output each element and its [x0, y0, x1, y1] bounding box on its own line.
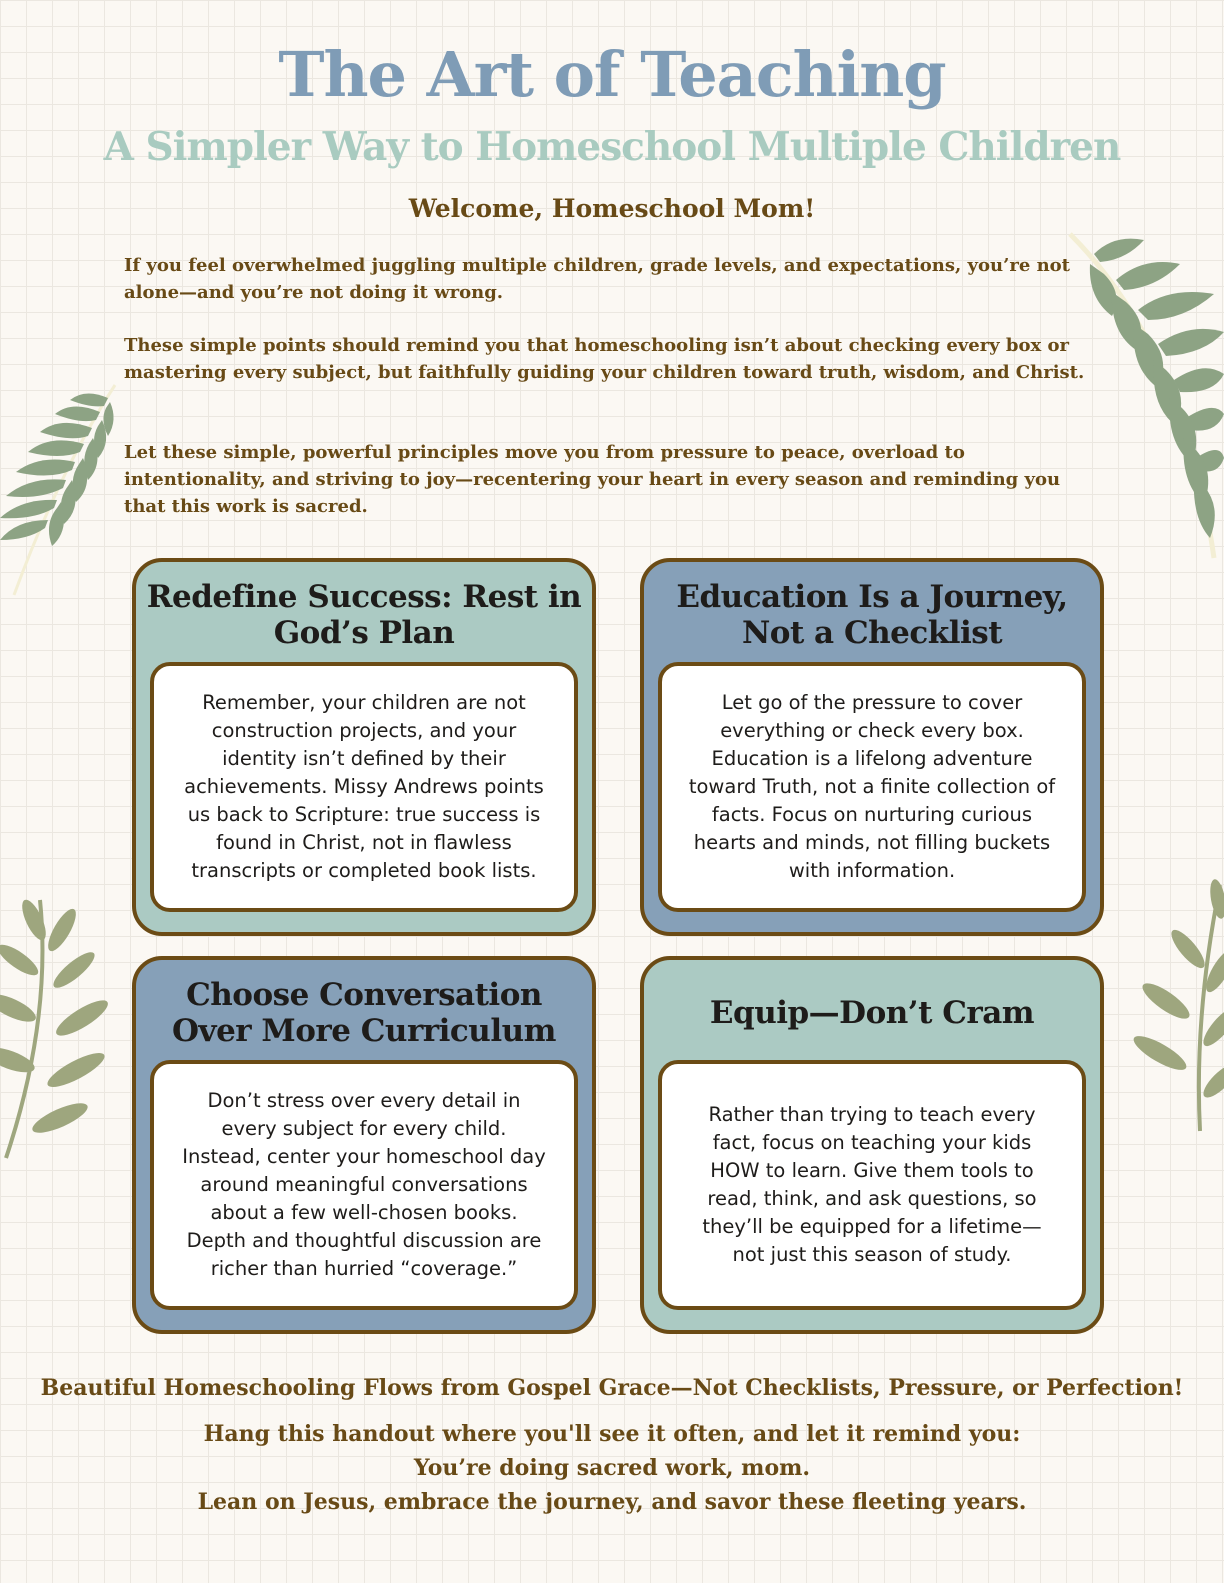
card-body: Rather than trying to teach every fact, focus on teaching your kids HOW to learn. Give them tools to read, think, and ask questions, so they’ll be equipped for a lifetime—not just this season of study. — [658, 1060, 1086, 1310]
card-body: Let go of the pressure to cover everything or check every box. Education is a lifelong adventure toward Truth, not a finite collection of facts. Focus on nurturing curious hearts and minds, not filling buckets with information. — [658, 662, 1086, 912]
welcome-heading: Welcome, Homeschool Mom! — [408, 194, 816, 223]
card-title: Choose Conversation Over More Curriculum — [172, 977, 556, 1049]
olive-branch-icon — [1124, 875, 1224, 1135]
footer-line-2: You’re doing sacred work, mom. — [413, 1455, 811, 1481]
card-education-journey — [640, 558, 1104, 936]
footer-line-1: Hang this handout where you'll see it often, and let it remind you: — [203, 1421, 1021, 1447]
card-body: Don’t stress over every detail in every subject for every child. Instead, center your homeschool day around meaningful conversations about a few well-chosen books. Depth and thoughtful discussion are richer than hurried “coverage.” — [150, 1060, 578, 1310]
card-choose-conversation — [132, 956, 596, 1334]
page-title: The Art of Teaching — [278, 38, 946, 111]
card-title: Equip—Don’t Cram — [709, 995, 1035, 1031]
card-title: Education Is a Journey, Not a Checklist — [676, 579, 1068, 651]
footer-line-3: Lean on Jesus, embrace the journey, and savor these fleeting years. — [197, 1489, 1027, 1515]
card-body: Remember, your children are not construction projects, and your identity isn’t defined by their achievements. Missy Andrews points us back to Scripture: true success is found in Christ, not in flawless transcripts or completed book lists. — [150, 662, 578, 912]
card-title: Redefine Success: Rest in God’s Plan — [146, 579, 582, 651]
intro-paragraph-1: If you feel overwhelmed juggling multiple children, grade levels, and expectations, you’re not alone—and you’re not doing it wrong. — [124, 255, 1070, 303]
card-redefine-success — [132, 558, 596, 936]
intro-paragraph-3: Let these simple, powerful principles move you from pressure to peace, overload to intentionality, and striving to joy—recentering your heart in every season and reminding you that this work is sacred. — [124, 442, 1061, 517]
intro-paragraph-2: These simple points should remind you that homeschooling isn’t about checking every box or mastering every subject, but faithfully guiding your children toward truth, wisdom, and Christ. — [124, 335, 1085, 383]
page-subtitle: A Simpler Way to Homeschool Multiple Children — [103, 124, 1121, 170]
fern-leaf-icon — [0, 380, 130, 600]
olive-branch-icon — [0, 890, 120, 1160]
footer-headline: Beautiful Homeschooling Flows from Gospel Grace—Not Checklists, Pressure, or Perfection! — [40, 1375, 1184, 1401]
card-equip-dont-cram — [640, 956, 1104, 1334]
